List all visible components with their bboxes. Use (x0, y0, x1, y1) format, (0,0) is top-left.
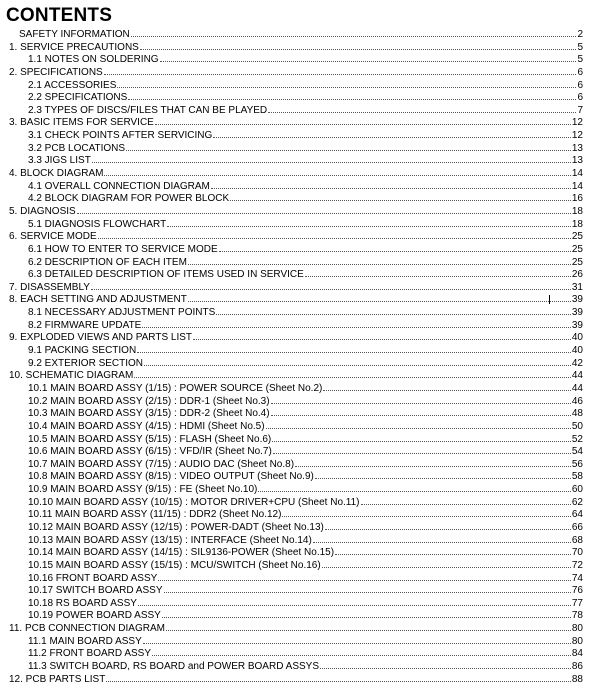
toc-entry-label: 10. SCHEMATIC DIAGRAM (9, 370, 134, 381)
toc-entry[interactable] (0, 128, 602, 141)
toc-entry-label: 10.8 MAIN BOARD ASSY (8/15) : VIDEO OUTPUT (Sheet No.9) (28, 471, 314, 483)
toc-dot-leader (188, 292, 571, 302)
toc-page-number: 52 (571, 433, 583, 445)
toc-entry[interactable] (0, 558, 602, 571)
toc-dot-leader (117, 78, 576, 88)
toc-entry-label: 11. PCB CONNECTION DIAGRAM (9, 623, 165, 634)
toc-page-number: 54 (571, 446, 583, 457)
toc-page-number: 18 (571, 218, 583, 230)
toc-page-number: 12 (571, 117, 583, 129)
toc-dot-leader (313, 533, 571, 543)
toc-entry-label: 2.3 TYPES OF DISCS/FILES THAT CAN BE PLAYED (28, 104, 268, 116)
toc-page-number: 74 (571, 572, 583, 584)
toc-entry[interactable] (0, 444, 602, 457)
toc-entry-label: 7. DISASSEMBLY (9, 281, 90, 293)
toc-dot-leader (106, 672, 571, 682)
toc-entry-label: 10.16 FRONT BOARD ASSY (28, 572, 158, 584)
toc-entry-label: 2.2 SPECIFICATIONS (28, 92, 128, 103)
toc-entry[interactable] (0, 191, 602, 204)
toc-page-number: 68 (571, 534, 583, 546)
toc-entry-label: 3.1 CHECK POINTS AFTER SERVICING (28, 130, 213, 141)
toc-dot-leader (320, 659, 571, 669)
toc-page-number: 40 (571, 332, 583, 344)
toc-entry[interactable] (0, 153, 602, 166)
toc-page-number: 25 (571, 256, 583, 268)
toc-entry-label: 10.14 MAIN BOARD ASSY (14/15) : SIL9136-POWER (Sheet No.15) (28, 547, 335, 558)
toc-entry[interactable] (0, 406, 602, 419)
toc-entry[interactable] (0, 608, 602, 621)
toc-page-number: 44 (571, 370, 583, 381)
toc-entry-label: 10.11 MAIN BOARD ASSY (11/15) : DDR2 (Sheet No.12) (28, 509, 282, 520)
toc-entry[interactable] (0, 646, 602, 659)
toc-page-number: 39 (571, 319, 583, 331)
toc-entry-label: 9.1 PACKING SECTION (28, 345, 137, 356)
toc-page-number: 70 (571, 547, 583, 558)
toc-entry[interactable] (0, 507, 602, 520)
toc-entry[interactable] (0, 115, 602, 128)
toc-page-number: 13 (571, 155, 583, 167)
toc-dot-leader (92, 153, 571, 163)
toc-page-number: 16 (571, 193, 583, 204)
toc-page-number: 18 (571, 205, 583, 217)
toc-page-number: 39 (571, 294, 583, 306)
toc-entry-label: 4. BLOCK DIAGRAM (9, 168, 104, 179)
toc-page-number: 13 (571, 142, 583, 154)
toc-dot-leader (211, 179, 571, 189)
toc-entry[interactable] (0, 90, 602, 103)
toc-dot-leader (162, 608, 571, 618)
toc-page-number: 56 (571, 458, 583, 470)
toc-entry[interactable] (0, 634, 602, 647)
toc-page-number: 46 (571, 395, 583, 407)
toc-entry-label: 10.15 MAIN BOARD ASSY (15/15) : MCU/SWITCH (Sheet No.16) (28, 559, 321, 571)
toc-page-number: 60 (571, 484, 583, 495)
toc-entry-label: 1.1 NOTES ON SOLDERING (28, 54, 159, 65)
toc-entry[interactable] (0, 394, 602, 407)
toc-page-number: 50 (571, 420, 583, 432)
toc-entry[interactable] (0, 482, 602, 495)
toc-entry[interactable] (0, 179, 602, 192)
toc-dot-leader (188, 255, 571, 265)
toc-entry[interactable] (0, 495, 602, 508)
toc-entry-label: 10.5 MAIN BOARD ASSY (5/15) : FLASH (Sheet No.6) (28, 433, 272, 445)
toc-page-number: 25 (571, 231, 583, 242)
toc-page-number: 44 (571, 382, 583, 394)
toc-entry[interactable] (0, 242, 602, 255)
toc-page-number: 80 (571, 635, 583, 647)
toc-entry[interactable] (0, 217, 602, 230)
toc-dot-leader (272, 432, 571, 442)
toc-dot-leader (142, 318, 571, 328)
toc-entry[interactable] (0, 52, 602, 65)
toc-entry-label: 10.1 MAIN BOARD ASSY (1/15) : POWER SOURCE (Sheet No.2) (28, 382, 323, 394)
toc-entry-label: 9.2 EXTERIOR SECTION (28, 357, 144, 369)
toc-page-number: 31 (571, 281, 583, 293)
toc-dot-leader (167, 217, 571, 227)
toc-page-number: 2 (577, 29, 583, 40)
toc-dot-leader (155, 115, 571, 125)
toc-dot-leader (164, 583, 571, 593)
toc-dot-leader (128, 90, 576, 100)
toc-entry[interactable] (0, 166, 602, 179)
toc-entry[interactable] (0, 621, 602, 634)
toc-entry[interactable] (0, 571, 602, 584)
toc-entry[interactable] (0, 40, 602, 53)
toc-dot-leader (361, 495, 571, 505)
toc-page-number: 14 (571, 168, 583, 179)
toc-entry[interactable] (0, 204, 602, 217)
toc-page-number: 6 (577, 92, 583, 103)
toc-page-number: 5 (577, 41, 583, 53)
toc-entry[interactable] (0, 229, 602, 242)
toc-entry[interactable] (0, 457, 602, 470)
toc-entry-label: 11.3 SWITCH BOARD, RS BOARD and POWER BOARD ASSYS (28, 661, 320, 672)
toc-entry[interactable] (0, 78, 602, 91)
toc-entry-label: 6.3 DETAILED DESCRIPTION OF ITEMS USED IN SERVICE (28, 269, 304, 280)
toc-entry[interactable] (0, 103, 602, 116)
toc-entry[interactable] (0, 520, 602, 533)
toc-entry[interactable] (0, 343, 602, 356)
toc-page-number: 62 (571, 496, 583, 508)
toc-page-number: 80 (571, 623, 583, 634)
toc-dot-leader (143, 634, 571, 644)
toc-dot-leader (305, 267, 571, 277)
toc-page-number: 88 (571, 673, 583, 685)
toc-page-number: 26 (571, 269, 583, 280)
toc-entry-label: 6. SERVICE MODE (9, 231, 97, 242)
toc-entry[interactable] (0, 432, 602, 445)
toc-entry[interactable] (0, 469, 602, 482)
toc-entry[interactable] (0, 141, 602, 154)
toc-page-number: 14 (571, 180, 583, 192)
toc-dot-leader (91, 280, 571, 290)
toc-dot-leader (144, 356, 571, 366)
toc-entry-label: 1. SERVICE PRECAUTIONS (9, 41, 139, 53)
toc-page-number: 66 (571, 521, 583, 533)
toc-page-number: 48 (571, 408, 583, 419)
toc-entry-label: 6.2 DESCRIPTION OF EACH ITEM (28, 256, 187, 268)
toc-page-number: 5 (577, 54, 583, 65)
toc-dot-leader (134, 368, 571, 378)
toc-entry[interactable] (0, 672, 602, 685)
toc-page-number: 12 (571, 130, 583, 141)
toc-entry[interactable] (0, 533, 602, 546)
toc-dot-leader (315, 469, 571, 479)
toc-dot-leader (325, 520, 571, 530)
toc-entry-label: 8. EACH SETTING AND ADJUSTMENT (9, 294, 187, 306)
toc-entry-label: 10.19 POWER BOARD ASSY (28, 610, 161, 622)
toc-entry-label: 8.2 FIRMWARE UPDATE (28, 319, 142, 331)
toc-dot-leader (258, 482, 571, 492)
toc-entry-label: 6.1 HOW TO ENTER TO SERVICE MODE (28, 243, 218, 255)
toc-dot-leader (282, 507, 570, 517)
toc-entry-label: 10.9 MAIN BOARD ASSY (9/15) : FE (Sheet No.10) (28, 484, 258, 495)
toc-dot-leader (160, 52, 577, 62)
toc-entry-label: 10.10 MAIN BOARD ASSY (10/15) : MOTOR DRIVER+CPU (Sheet No.11) (28, 496, 360, 508)
toc-dot-leader (131, 27, 577, 37)
toc-entry-label: 2.1 ACCESSORIES (28, 79, 117, 91)
text-cursor-mark (549, 295, 550, 304)
toc-entry-label: 5. DIAGNOSIS (9, 205, 76, 217)
toc-entry-label: 10.17 SWITCH BOARD ASSY (28, 585, 163, 596)
toc-entry-label: 10.4 MAIN BOARD ASSY (4/15) : HDMI (Sheet No.5) (28, 420, 265, 432)
toc-entry-label: 2. SPECIFICATIONS (9, 66, 103, 78)
toc-page-number: 39 (571, 307, 583, 318)
toc-entry-label: 10.12 MAIN BOARD ASSY (12/15) : POWER-DADT (Sheet No.13) (28, 521, 324, 533)
toc-dot-leader (213, 128, 571, 138)
toc-entry[interactable] (0, 381, 602, 394)
toc-entry-label: 10.18 RS BOARD ASSY (28, 597, 137, 609)
toc-entry[interactable] (0, 27, 602, 40)
toc-dot-leader (77, 204, 571, 214)
toc-entry-label: 11.1 MAIN BOARD ASSY (28, 635, 142, 647)
toc-dot-leader (140, 40, 577, 50)
toc-page-number: 72 (571, 559, 583, 571)
toc-page-number: 58 (571, 471, 583, 483)
toc-entry[interactable] (0, 583, 602, 596)
toc-dot-leader (193, 330, 571, 340)
toc-entry[interactable] (0, 419, 602, 432)
toc-entry[interactable] (0, 280, 602, 293)
toc-dot-leader (295, 457, 571, 467)
toc-dot-leader (138, 596, 571, 606)
toc-dot-leader (98, 229, 571, 239)
toc-entry[interactable] (0, 596, 602, 609)
toc-entry[interactable] (0, 318, 602, 331)
toc-page-number: 86 (571, 661, 583, 672)
toc-entry-label: 9. EXPLODED VIEWS AND PARTS LIST (9, 332, 193, 344)
toc-page-number: 40 (571, 345, 583, 356)
toc-entry-label: 5.1 DIAGNOSIS FLOWCHART (28, 218, 167, 230)
toc-entry[interactable] (0, 545, 602, 558)
toc-entry[interactable] (0, 330, 602, 343)
toc-page-number: 78 (571, 610, 583, 622)
toc-entry-label: 8.1 NECESSARY ADJUSTMENT POINTS (28, 307, 216, 318)
toc-entry[interactable] (0, 255, 602, 268)
toc-dot-leader (126, 141, 571, 151)
toc-dot-leader (104, 65, 577, 75)
toc-page-number: 77 (571, 597, 583, 609)
toc-page-number: 25 (571, 243, 583, 255)
toc-dot-leader (335, 545, 571, 555)
page-title: CONTENTS (6, 5, 113, 26)
toc-dot-leader (271, 406, 571, 416)
toc-page-number: 84 (571, 648, 583, 660)
toc-entry-label: 11.2 FRONT BOARD ASSY (28, 648, 152, 660)
toc-dot-leader (273, 444, 571, 454)
toc-entry-label: 3. BASIC ITEMS FOR SERVICE (9, 117, 154, 129)
toc-entry-label: 12. PCB PARTS LIST (9, 673, 106, 685)
toc-dot-leader (158, 571, 571, 581)
toc-page-number: 64 (571, 509, 583, 520)
toc-page-number: 6 (577, 66, 583, 78)
toc-page-number: 7 (577, 104, 583, 116)
toc-entry-label: 4.1 OVERALL CONNECTION DIAGRAM (28, 180, 210, 192)
toc-entry-label: 10.6 MAIN BOARD ASSY (6/15) : VFD/IR (Sheet No.7) (28, 446, 272, 457)
toc-dot-leader (216, 305, 571, 315)
toc-dot-leader (230, 191, 571, 201)
toc-entry[interactable] (0, 368, 602, 381)
toc-dot-leader (137, 343, 571, 353)
toc-dot-leader (323, 381, 571, 391)
toc-entry-label: 10.7 MAIN BOARD ASSY (7/15) : AUDIO DAC (Sheet No.8) (28, 458, 295, 470)
toc-entry-label: SAFETY INFORMATION (19, 29, 130, 40)
toc-entry-label: 10.2 MAIN BOARD ASSY (2/15) : DDR-1 (Sheet No.3) (28, 395, 270, 407)
toc-dot-leader (266, 419, 571, 429)
toc-dot-leader (104, 166, 570, 176)
toc-entry-label: 10.3 MAIN BOARD ASSY (3/15) : DDR-2 (Sheet No.4) (28, 408, 270, 419)
toc-dot-leader (268, 103, 576, 113)
toc-entry[interactable] (0, 65, 602, 78)
toc-entry-label: 3.2 PCB LOCATIONS (28, 142, 126, 154)
toc-dot-leader (152, 646, 571, 656)
toc-entry[interactable] (0, 356, 602, 369)
toc-dot-leader (322, 558, 571, 568)
toc-dot-leader (166, 621, 571, 631)
toc-entry-label: 4.2 BLOCK DIAGRAM FOR POWER BLOCK (28, 193, 230, 204)
toc-entry-label: 10.13 MAIN BOARD ASSY (13/15) : INTERFACE (Sheet No.14) (28, 534, 312, 546)
toc-page-number: 76 (571, 585, 583, 596)
toc-entry[interactable] (0, 305, 602, 318)
toc-entry[interactable] (0, 292, 602, 305)
toc-page-number: 42 (571, 357, 583, 369)
toc-dot-leader (271, 394, 571, 404)
table-of-contents (0, 27, 602, 684)
toc-entry[interactable] (0, 659, 602, 672)
toc-entry-label: 3.3 JIGS LIST (28, 155, 91, 167)
toc-entry[interactable] (0, 267, 602, 280)
toc-dot-leader (219, 242, 571, 252)
toc-page-number: 6 (577, 79, 583, 91)
